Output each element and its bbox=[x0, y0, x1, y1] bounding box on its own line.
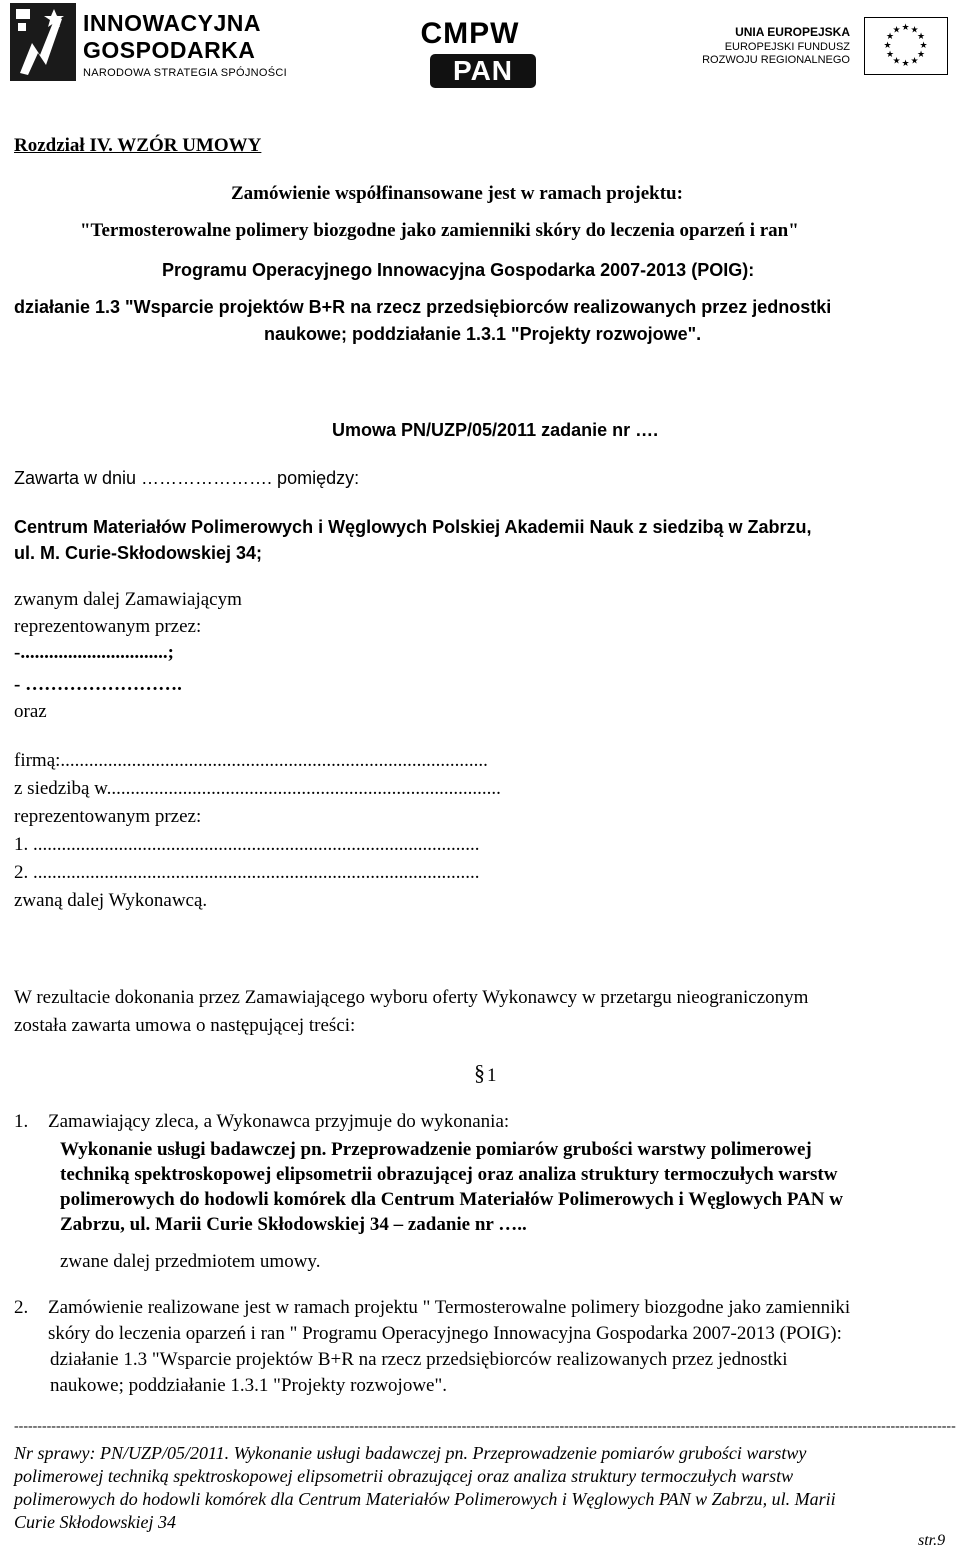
svg-text:★: ★ bbox=[916, 50, 926, 60]
item2-line1: Zamówienie realizowane jest w ramach projektu " Termosterowalne polimery biozgodne jako zamienniki bbox=[48, 1297, 851, 1318]
cmpw-pan-logo bbox=[406, 18, 534, 92]
logo-eu-line3: ROZWOJU REGIONALNEGO bbox=[702, 54, 850, 66]
party2-firm: firmą:.......................................................................................... bbox=[14, 750, 488, 771]
footer-line3: polimerowych do hodowli komórek dla Centrum Materiałów Polimerowych i Węglowych PAN w Zabrzu, ul. Marii bbox=[14, 1489, 836, 1509]
party1-rep1: -...............................; bbox=[14, 642, 174, 663]
innowacyjna-gospodarka-logo bbox=[10, 3, 310, 85]
party2-called: zwaną dalej Wykonawcą. bbox=[14, 890, 208, 911]
item1-bold4: Zabrzu, ul. Marii Curie Skłodowskiej 34 – zadanie nr ….. bbox=[60, 1214, 527, 1235]
svg-text:★: ★ bbox=[885, 32, 895, 42]
footer-separator bbox=[14, 1420, 956, 1434]
svg-text:★: ★ bbox=[892, 56, 901, 67]
logo-cmpw-top: CMPW bbox=[420, 17, 520, 50]
svg-text:★: ★ bbox=[892, 25, 901, 36]
party1-name-line2: ul. M. Curie-Skłodowskiej 34; bbox=[14, 543, 263, 563]
logo-ig-line1: INNOWACYJNA bbox=[83, 10, 262, 36]
logo-cmpw-bottom: PAN bbox=[430, 54, 536, 88]
svg-text:★: ★ bbox=[916, 32, 926, 42]
party2-rep1: 1. .............................................................................................. bbox=[14, 834, 480, 855]
intro-line2: "Termosterowalne polimery biozgodne jako zamienniki skóry do leczenia oparzeń i ran" bbox=[80, 220, 799, 241]
svg-text:★: ★ bbox=[883, 41, 892, 51]
logo-ig-line3: NARODOWA STRATEGIA SPÓJNOŚCI bbox=[83, 67, 287, 79]
section-symbol: § bbox=[474, 1060, 485, 1085]
party1-represented: reprezentowanym przez: bbox=[14, 616, 202, 637]
section-number: 1 bbox=[487, 1065, 497, 1086]
intro-line4: działanie 1.3 "Wsparcie projektów B+R na rzecz przedsiębiorców realizowanych przez jednostki bbox=[14, 297, 832, 317]
item1-bold3: polimerowych do hodowli komórek dla Centrum Materiałów Polimerowych i Węglowych PAN w bbox=[60, 1189, 843, 1210]
svg-text:★: ★ bbox=[885, 50, 895, 60]
logo-ig-line2: GOSPODARKA bbox=[83, 37, 256, 63]
innowacyjna-gospodarka-emblem-icon bbox=[10, 3, 76, 81]
logo-eu-line2: EUROPEJSKI FUNDUSZ bbox=[724, 41, 850, 53]
item1-intro: Zamawiający zleca, a Wykonawca przyjmuje do wykonania: bbox=[48, 1111, 510, 1132]
intro-line3: Programu Operacyjnego Innowacyjna Gospodarka 2007-2013 (POIG): bbox=[162, 260, 755, 280]
item1-bold1: Wykonanie usługi badawczej pn. Przeprowadzenie pomiarów grubości warstwy polimerowej bbox=[60, 1139, 812, 1160]
page-number: str.9 bbox=[918, 1532, 946, 1549]
party1-called: zwanym dalej Zamawiającym bbox=[14, 589, 242, 610]
concluded-line: Zawarta w dniu …………………. pomiędzy: bbox=[14, 468, 360, 488]
svg-text:★: ★ bbox=[901, 23, 910, 33]
eu-flag-icon bbox=[864, 17, 948, 75]
result-line1: W rezultacie dokonania przez Zamawiającego wyboru oferty Wykonawcy w przetargu nieograniczonym bbox=[14, 987, 809, 1008]
footer-line4: Curie Skłodowskiej 34 bbox=[14, 1512, 176, 1532]
chapter-title: Rozdział IV. WZÓR UMOWY bbox=[14, 135, 262, 156]
intro-line1: Zamówienie współfinansowane jest w ramach projektu: bbox=[231, 183, 683, 204]
footer-line1: Nr sprawy: PN/UZP/05/2011. Wykonanie usługi badawczej pn. Przeprowadzenie pomiarów grubości warstwy bbox=[14, 1443, 807, 1463]
party2-rep2: 2. .............................................................................................. bbox=[14, 862, 480, 883]
party1-name-line1: Centrum Materiałów Polimerowych i Węglowych Polskiej Akademii Nauk z siedzibą w Zabrzu, bbox=[14, 517, 812, 537]
logo-eu-line1: UNIA EUROPEJSKA bbox=[735, 25, 850, 39]
svg-text:★: ★ bbox=[910, 56, 919, 67]
contract-title: Umowa PN/UZP/05/2011 zadanie nr …. bbox=[332, 420, 659, 440]
svg-text:★: ★ bbox=[910, 25, 919, 36]
svg-text:★: ★ bbox=[901, 59, 910, 69]
item2-line4: naukowe; poddziałanie 1.3.1 "Projekty rozwojowe". bbox=[50, 1375, 447, 1396]
footer-line2: polimerowej techniką spektroskopowej elipsometrii obrazującej oraz analiza struktury termoczułych warstw bbox=[14, 1466, 794, 1486]
item2-line3: działanie 1.3 "Wsparcie projektów B+R na rzecz przedsiębiorców realizowanych przez jednostki bbox=[50, 1349, 788, 1370]
result-line2: została zawarta umowa o następującej treści: bbox=[14, 1015, 356, 1036]
party1-and: oraz bbox=[14, 701, 47, 722]
svg-text:★: ★ bbox=[919, 41, 928, 51]
party2-seat: z siedzibą w................................................................................... bbox=[14, 778, 501, 799]
item1-called: zwane dalej przedmiotem umowy. bbox=[60, 1251, 321, 1272]
item2-line2: skóry do leczenia oparzeń i ran " Programu Operacyjnego Innowacyjna Gospodarka 2007-2013 (POIG): bbox=[48, 1323, 842, 1344]
eu-logo bbox=[702, 17, 948, 75]
intro-line5: naukowe; poddziałanie 1.3.1 "Projekty rozwojowe". bbox=[264, 324, 702, 344]
party1-rep2: - ……………………. bbox=[14, 674, 182, 695]
item2-number: 2. bbox=[14, 1297, 29, 1318]
item1-number: 1. bbox=[14, 1111, 29, 1132]
party2-represented: reprezentowanym przez: bbox=[14, 806, 202, 827]
item1-bold2: techniką spektroskopowej elipsometrii obrazującej oraz analiza struktury termoczułych warstw bbox=[60, 1164, 838, 1185]
